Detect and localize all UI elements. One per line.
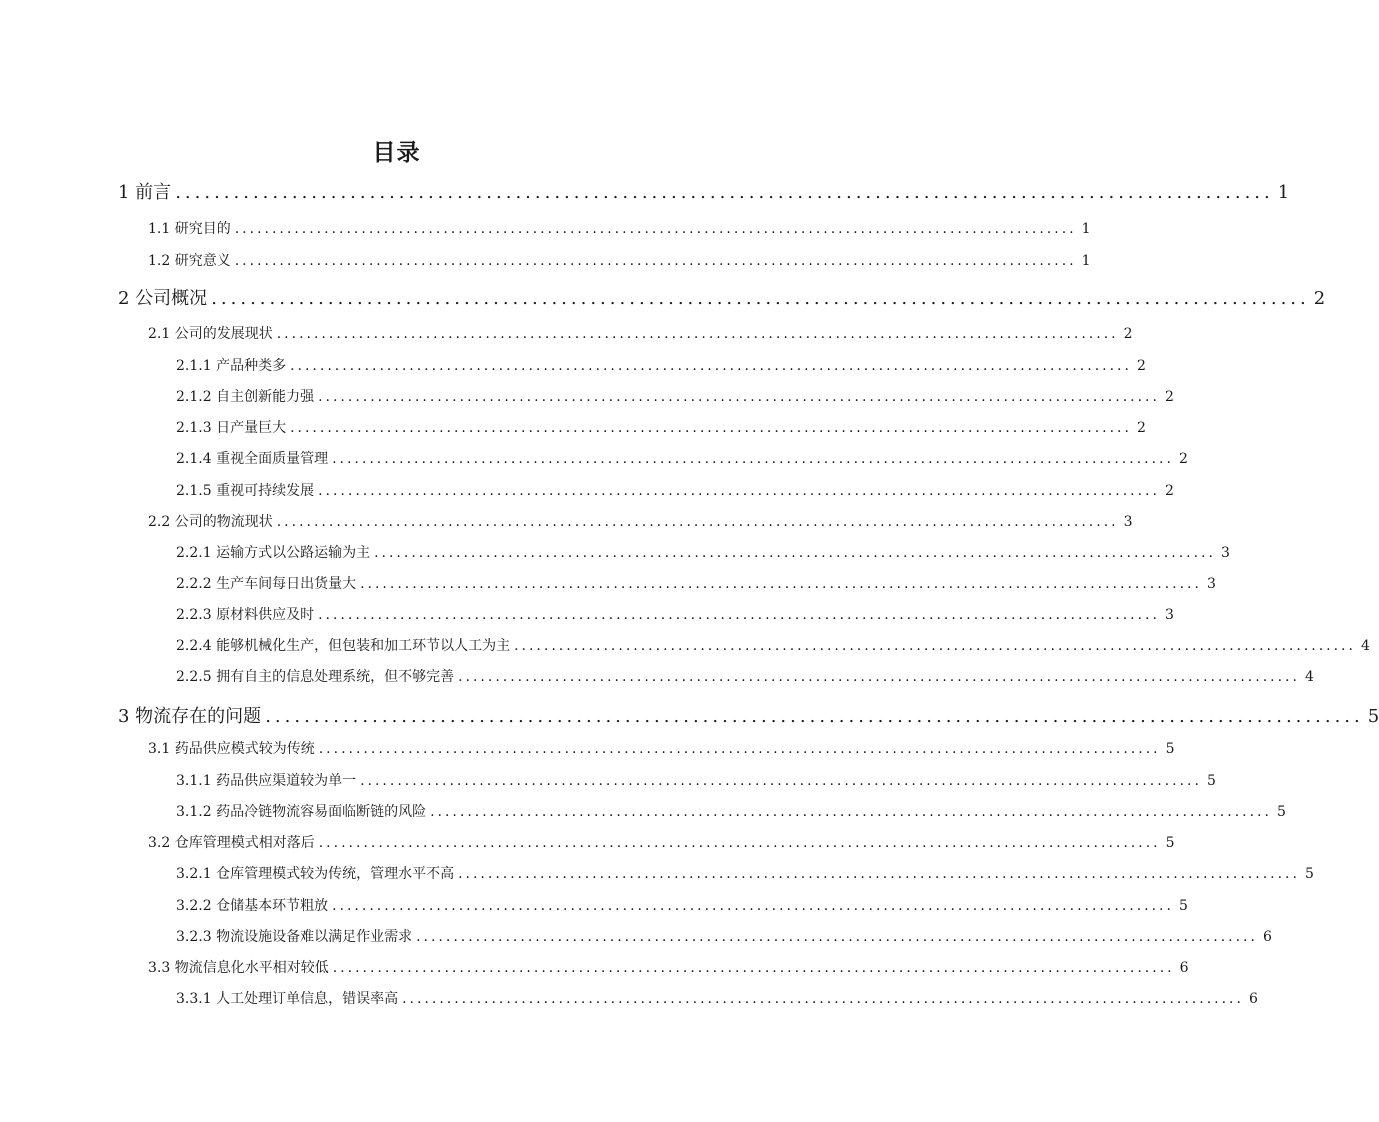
dot-leader: ................................................................................................................. — [276, 326, 1119, 342]
toc-entry[interactable] — [148, 323, 1133, 343]
dot-leader: ................................................................................................................. — [318, 389, 1160, 405]
toc-entry-label: 1.2 研究意义 — [148, 253, 231, 269]
toc-entry-page: 5 — [1305, 866, 1314, 882]
dot-leader: ................................................................................................................. — [318, 607, 1160, 623]
toc-entry-label: 2.1 公司的发展现状 — [148, 326, 273, 342]
toc-entry-label: 3 物流存在的问题 — [118, 706, 262, 727]
toc-entry-page: 6 — [1263, 929, 1272, 945]
toc-entry[interactable] — [176, 863, 1314, 883]
toc-entry-page: 2 — [1165, 483, 1174, 499]
dot-leader: ................................................................................................................. — [318, 483, 1160, 499]
dot-leader: ................................................................................................................. — [360, 576, 1202, 592]
toc-entry-page: 2 — [1313, 288, 1326, 309]
dot-leader: ................................................................................................................. — [290, 420, 1132, 436]
toc-entry[interactable] — [148, 832, 1175, 852]
toc-entry-label: 2.2.5 拥有自主的信息处理系统，但不够完善 — [176, 669, 455, 685]
dot-leader: ................................................................................................................. — [514, 638, 1356, 654]
toc-entry[interactable] — [176, 355, 1146, 375]
toc-entry-page: 2 — [1137, 358, 1146, 374]
dot-leader: ................................................................................................................. — [265, 706, 1364, 727]
toc-entry-page: 2 — [1123, 326, 1133, 342]
dot-leader: ................................................................................................................. — [175, 182, 1274, 203]
toc-entry-page: 5 — [1207, 773, 1216, 789]
dot-leader: ................................................................................................................. — [318, 835, 1161, 851]
toc-entry-label: 2.2.1 运输方式以公路运输为主 — [176, 545, 371, 561]
toc-entry[interactable] — [176, 770, 1216, 790]
toc-entry-page: 2 — [1165, 389, 1174, 405]
toc-entry[interactable] — [176, 542, 1230, 562]
toc-entry-page: 3 — [1221, 545, 1230, 561]
toc-entry-page: 4 — [1361, 638, 1370, 654]
toc-entry[interactable] — [176, 801, 1286, 821]
toc-entry-label: 2.2.4 能够机械化生产，但包装和加工环节以人工为主 — [176, 638, 511, 654]
toc-entry-page: 3 — [1207, 576, 1216, 592]
toc-entry[interactable] — [148, 957, 1189, 977]
toc-entry[interactable] — [176, 448, 1188, 468]
dot-leader: ................................................................................................................. — [276, 514, 1119, 530]
dot-leader: ................................................................................................................. — [416, 929, 1258, 945]
dot-leader: ................................................................................................................. — [290, 358, 1132, 374]
toc-entry-page: 6 — [1249, 991, 1258, 1007]
toc-entry-page: 5 — [1367, 706, 1379, 727]
toc-entry[interactable] — [176, 417, 1146, 437]
toc-entry-label: 2 公司概况 — [118, 288, 208, 309]
toc-entry-label: 2.1.2 自主创新能力强 — [176, 389, 315, 405]
dot-leader: ................................................................................................................. — [430, 804, 1272, 820]
toc-entry[interactable] — [148, 218, 1091, 238]
toc-entry-label: 2.2.2 生产车间每日出货量大 — [176, 576, 357, 592]
toc-entry-label: 3.3.1 人工处理订单信息，错误率高 — [176, 991, 399, 1007]
toc-entry-label: 2.1.4 重视全面质量管理 — [176, 451, 329, 467]
toc-entry-label: 2.1.5 重视可持续发展 — [176, 483, 315, 499]
toc-entry[interactable] — [148, 511, 1133, 531]
dot-leader: ................................................................................................................. — [318, 741, 1161, 757]
toc-entry-label: 2.2 公司的物流现状 — [148, 514, 273, 530]
toc-entry[interactable] — [176, 666, 1314, 686]
toc-entry-page: 5 — [1277, 804, 1286, 820]
toc-entry-label: 3.1.2 药品冷链物流容易面临断链的风险 — [176, 804, 427, 820]
toc-entry-page: 3 — [1123, 514, 1133, 530]
toc-entry[interactable] — [176, 926, 1272, 946]
toc-entry-page: 6 — [1179, 960, 1189, 976]
toc-entry[interactable] — [148, 250, 1091, 270]
toc-entry-page: 1 — [1277, 182, 1290, 203]
toc-entry[interactable] — [118, 702, 1379, 728]
dot-leader: ................................................................................................................. — [332, 451, 1174, 467]
toc-entry[interactable] — [176, 573, 1216, 593]
dot-leader: ................................................................................................................. — [458, 669, 1300, 685]
toc-entry-label: 1 前言 — [118, 182, 172, 203]
toc-entry-label: 3.2 仓库管理模式相对落后 — [148, 835, 315, 851]
dot-leader: ................................................................................................................. — [332, 960, 1175, 976]
toc-entry[interactable] — [148, 738, 1175, 758]
dot-leader: ................................................................................................................. — [360, 773, 1202, 789]
toc-entry-page: 2 — [1137, 420, 1146, 436]
toc-entry-page: 5 — [1165, 741, 1175, 757]
toc-entry[interactable] — [176, 988, 1258, 1008]
toc-entry[interactable] — [176, 386, 1174, 406]
toc-entry[interactable] — [118, 284, 1326, 310]
toc-entry-page: 2 — [1179, 451, 1188, 467]
toc-entry[interactable] — [176, 480, 1174, 500]
toc-entry-label: 1.1 研究目的 — [148, 221, 231, 237]
toc-entry-label: 3.2.2 仓储基本环节粗放 — [176, 898, 329, 914]
dot-leader: ................................................................................................................. — [332, 898, 1174, 914]
toc-entry-page: 5 — [1179, 898, 1188, 914]
toc-entry[interactable] — [176, 635, 1370, 655]
dot-leader: ................................................................................................................. — [211, 288, 1310, 309]
toc-entry-label: 3.2.1 仓库管理模式较为传统，管理水平不高 — [176, 866, 455, 882]
dot-leader: ................................................................................................................. — [402, 991, 1244, 1007]
dot-leader: ................................................................................................................. — [234, 221, 1077, 237]
toc-entry[interactable] — [176, 604, 1174, 624]
toc-entry-page: 1 — [1081, 221, 1091, 237]
toc-entry-label: 2.1.3 日产量巨大 — [176, 420, 287, 436]
toc-entry-label: 3.3 物流信息化水平相对较低 — [148, 960, 329, 976]
toc-entry[interactable] — [176, 895, 1188, 915]
toc-entry-page: 5 — [1165, 835, 1175, 851]
toc-entry-label: 2.1.1 产品种类多 — [176, 358, 287, 374]
toc-title: 目录 — [372, 140, 421, 166]
dot-leader: ................................................................................................................. — [374, 545, 1216, 561]
toc-entry-label: 3.2.3 物流设施设备难以满足作业需求 — [176, 929, 413, 945]
toc-entry-page: 1 — [1081, 253, 1091, 269]
toc-entry-label: 3.1 药品供应模式较为传统 — [148, 741, 315, 757]
toc-entry-label: 2.2.3 原材料供应及时 — [176, 607, 315, 623]
toc-entry-page: 3 — [1165, 607, 1174, 623]
toc-entry-label: 3.1.1 药品供应渠道较为单一 — [176, 773, 357, 789]
dot-leader: ................................................................................................................. — [234, 253, 1077, 269]
toc-entry-page: 4 — [1305, 669, 1314, 685]
toc-entry[interactable] — [118, 178, 1290, 204]
dot-leader: ................................................................................................................. — [458, 866, 1300, 882]
